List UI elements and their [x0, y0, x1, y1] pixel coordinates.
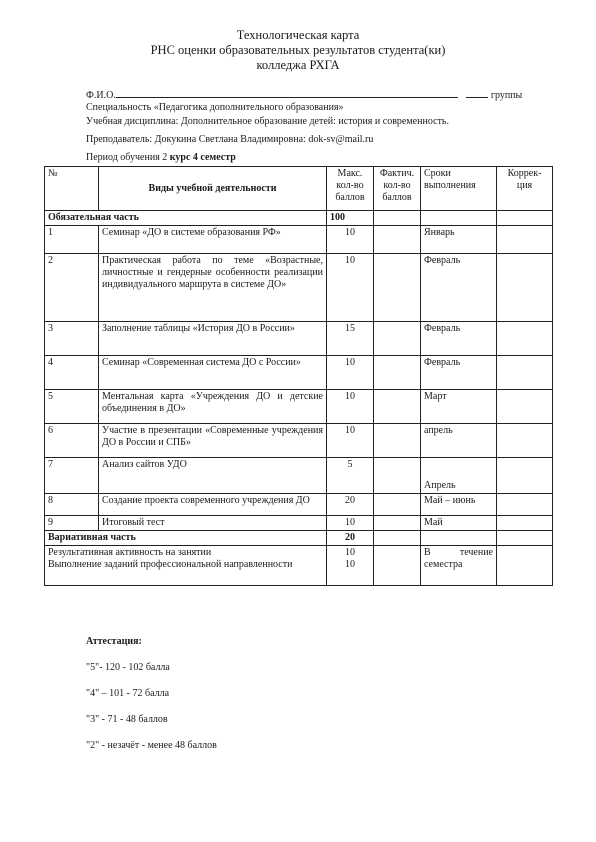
row-correction	[497, 390, 553, 424]
row-actual-points	[374, 458, 421, 494]
fio-line	[86, 88, 522, 101]
row-max-points: 5	[327, 458, 374, 494]
row-actual-points	[374, 226, 421, 254]
table-row	[45, 546, 553, 586]
attestation-grade-2: "2" - незачёт - менее 48 баллов	[86, 740, 217, 751]
row-max-points: 10	[327, 516, 374, 531]
row-correction	[497, 322, 553, 356]
row-number: 7	[45, 458, 99, 494]
variative-date: В течение семестра	[421, 546, 497, 586]
row-actual-points	[374, 516, 421, 531]
row-max-points: 10	[327, 390, 374, 424]
table-row	[45, 390, 553, 424]
teacher: Преподаватель: Докукина Светлана Владимировна: dok-sv@mail.ru	[86, 134, 374, 145]
table-header-row	[45, 167, 553, 211]
header-num: №	[45, 167, 99, 211]
section-required-label: Обязательная часть	[45, 211, 327, 226]
row-activity: Практическая работа по теме «Возрастные, личностные и гендерные особенности реализации индивидуального маршрута в системе ДО»	[99, 254, 327, 322]
row-correction	[497, 494, 553, 516]
row-correction	[497, 226, 553, 254]
table-row	[45, 322, 553, 356]
row-deadline: Январь	[421, 226, 497, 254]
row-number: 8	[45, 494, 99, 516]
table-row	[45, 254, 553, 322]
doc-title: Технологическая карта	[236, 28, 360, 42]
row-number: 3	[45, 322, 99, 356]
row-actual-points	[374, 390, 421, 424]
row-activity: Создание проекта современного учреждения ДО	[99, 494, 327, 516]
row-activity: Ментальная карта «Учреждения ДО и детские объединения в ДО»	[99, 390, 327, 424]
attestation-title: Аттестация:	[86, 636, 142, 647]
row-deadline: Февраль	[421, 322, 497, 356]
row-deadline: Февраль	[421, 356, 497, 390]
row-deadline: Март	[421, 390, 497, 424]
table-row	[45, 356, 553, 390]
row-correction	[497, 254, 553, 322]
row-correction	[497, 458, 553, 494]
header-activity: Виды учебной деятельности	[99, 167, 327, 211]
table-row	[45, 458, 553, 494]
header-dates: Сроки выполнения	[421, 167, 497, 211]
row-number: 5	[45, 390, 99, 424]
row-number: 1	[45, 226, 99, 254]
group-blank	[466, 88, 488, 98]
row-correction	[497, 424, 553, 458]
table-row	[45, 516, 553, 531]
row-max-points: 10	[327, 424, 374, 458]
group-label: группы	[490, 90, 523, 101]
fio-label: Ф.И.О.	[86, 90, 116, 101]
row-actual-points	[374, 424, 421, 458]
row-actual-points	[374, 356, 421, 390]
row-activity: Заполнение таблицы «История ДО в России»	[99, 322, 327, 356]
table-row	[45, 226, 553, 254]
row-deadline: Май – июнь	[421, 494, 497, 516]
college-name: колледжа РХГА	[256, 58, 340, 72]
row-actual-points	[374, 322, 421, 356]
fio-blank	[116, 88, 458, 98]
attestation-grade-4: "4" – 101 - 72 балла	[86, 688, 170, 699]
assessment-table	[44, 166, 553, 586]
specialty: Специальность «Педагогика дополнительного образования»	[86, 102, 344, 113]
doc-subtitle: РНС оценки образовательных результатов студента(ки)	[150, 43, 446, 57]
section-required-total: 100	[327, 211, 374, 226]
row-max-points: 10	[327, 356, 374, 390]
row-deadline: Февраль	[421, 254, 497, 322]
row-correction	[497, 516, 553, 531]
row-actual-points	[374, 494, 421, 516]
variative-max: 10 10	[327, 546, 374, 586]
section-variative-label: Вариативная часть	[45, 531, 327, 546]
row-activity: Анализ сайтов УДО	[99, 458, 327, 494]
row-number: 6	[45, 424, 99, 458]
row-activity: Семинар «ДО в системе образования РФ»	[99, 226, 327, 254]
row-deadline: апрель	[421, 424, 497, 458]
row-max-points: 10	[327, 254, 374, 322]
row-number: 2	[45, 254, 99, 322]
row-max-points: 10	[327, 226, 374, 254]
table-row	[45, 494, 553, 516]
row-activity: Участие в презентации «Современные учреждения ДО в России и СПБ»	[99, 424, 327, 458]
table-row	[45, 424, 553, 458]
header-correction: Коррек-ция	[497, 167, 553, 211]
row-max-points: 20	[327, 494, 374, 516]
row-correction	[497, 356, 553, 390]
section-variative	[45, 531, 553, 546]
row-activity: Итоговый тест	[99, 516, 327, 531]
row-deadline: Май	[421, 516, 497, 531]
row-activity: Семинар «Современная система ДО с России»	[99, 356, 327, 390]
header-fact: Фактич. кол-во баллов	[374, 167, 421, 211]
row-number: 9	[45, 516, 99, 531]
variative-activity: Результативная активность на занятии Выполнение заданий профессиональной направленности	[45, 546, 327, 586]
row-deadline: Апрель	[421, 458, 497, 494]
study-period: Период обучения 2 курс 4 семестр	[86, 152, 236, 163]
row-number: 4	[45, 356, 99, 390]
discipline: Учебная дисциплина: Дополнительное образование детей: история и современность.	[86, 116, 449, 127]
attestation-grade-5: "5"- 120 - 102 балла	[86, 662, 170, 673]
section-variative-total: 20	[327, 531, 374, 546]
row-max-points: 15	[327, 322, 374, 356]
attestation-grade-3: "3" - 71 - 48 баллов	[86, 714, 168, 725]
row-actual-points	[374, 254, 421, 322]
section-required	[45, 211, 553, 226]
header-max: Макс. кол-во баллов	[327, 167, 374, 211]
